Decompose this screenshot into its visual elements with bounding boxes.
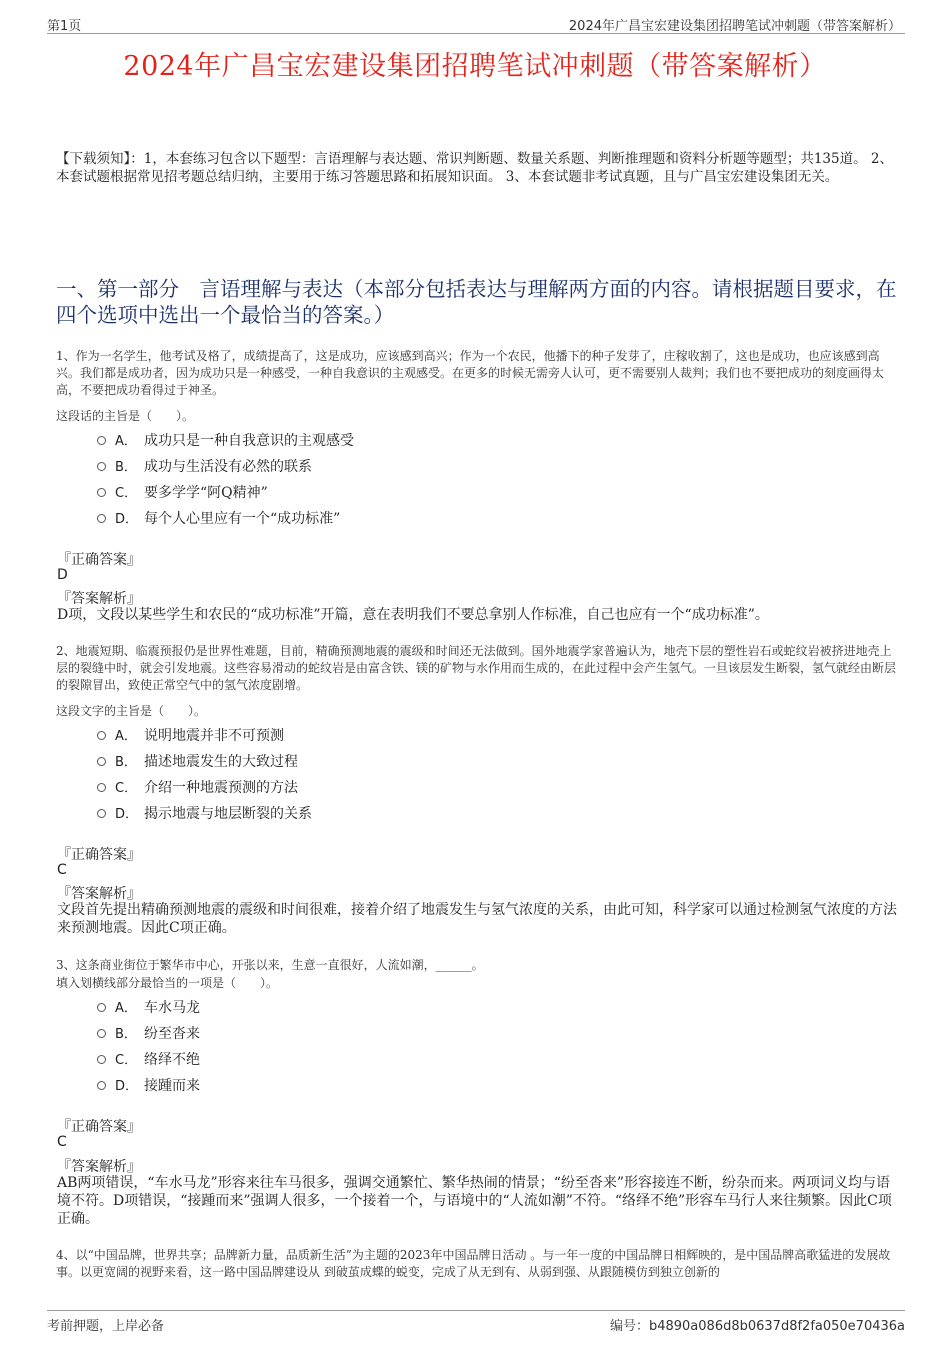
section-title: 一、第一部分 言语理解与表达（本部分包括表达与理解两方面的内容。请根据题目要求，在四个选项中选出一个最恰当的答案。） xyxy=(56,277,897,327)
radio-icon[interactable] xyxy=(97,757,106,766)
question-3-analysis-label: 『答案解析』 xyxy=(57,1159,141,1175)
radio-icon[interactable] xyxy=(97,1029,106,1038)
radio-icon[interactable] xyxy=(97,809,106,818)
header-doc-title: 2024年广昌宝宏建设集团招聘笔试冲刺题（带答案解析） xyxy=(568,19,901,34)
question-2-text: 2、地震短期、临震预报仍是世界性难题，目前，精确预测地震的震级和时间还无法做到。国外地震学家普遍认为，地壳下层的塑性岩石或蛇纹岩被挤进地壳上层的裂缝中时，就会引发地震。这些容易滑动的蛇纹岩是由富含铁、镁的矿物与水作用而生成的，在此过程中会产生氢气。一旦该层发生断裂，氢气就经由断层的裂隙冒出，致使正常空气中的氢气浓度剧增。 xyxy=(56,644,897,692)
question-2-correct-label: 『正确答案』 xyxy=(57,847,141,863)
radio-icon[interactable] xyxy=(97,462,106,471)
question-3-option-d[interactable]: D． 接踵而来 xyxy=(97,1075,200,1095)
question-1-answer: D xyxy=(57,567,68,583)
question-3-option-b[interactable]: B． 纷至沓来 xyxy=(97,1023,200,1043)
question-3-analysis: AB两项错误，“车水马龙”形容来往车马很多，强调交通繁忙、繁华热闹的情景；“纷至沓来”形容接连不断，纷杂而来。两项词义均与语境不符。D项错误，“接踵而来”强调人很多，一个接着一个，与语境中的“人流如潮”不符。“络绎不绝”形容车马行人来往频繁。因此C项正确。 xyxy=(57,1175,892,1227)
question-2-prompt: 这段文字的主旨是（ ）。 xyxy=(56,704,207,718)
question-1-text: 1、作为一名学生，他考试及格了，成绩提高了，这是成功，应该感到高兴；作为一个农民，他播下的种子发芽了，庄稼收割了，这也是成功，也应该感到高兴。我们都是成功者，因为成功只是一种感受，一种自我意识的主观感受。在更多的时候无需旁人认可，更不需要别人裁判；我们也不要把成功的刻度画得太高，不要把成功看得过于神圣。 xyxy=(56,349,885,397)
question-3-option-c[interactable]: C． 络绎不绝 xyxy=(97,1049,200,1069)
download-notice: 【下载须知】：1，本套练习包含以下题型：言语理解与表达题、常识判断题、数量关系题、判断推理题和资料分析题等题型；共135道。 2、本套试题根据常见招考题总结归纳，主要用于练习答题思路和拓展知识面。 3、本套试题非考试真题，且与广昌宝宏建设集团无关。 xyxy=(56,151,893,185)
question-2-option-c[interactable]: C． 介绍一种地震预测的方法 xyxy=(97,777,298,797)
question-1-correct-label: 『正确答案』 xyxy=(57,552,141,568)
question-1-option-d[interactable]: D． 每个人心里应有一个“成功标准” xyxy=(97,508,340,528)
radio-icon[interactable] xyxy=(97,1055,106,1064)
question-4-text: 4、以“中国品牌，世界共享；品牌新力量，品质新生活”为主题的2023年中国品牌日活动 。与一年一度的中国品牌日相辉映的，是中国品牌高歌猛进的发展故事。以更宽阔的视野来看，这一路中国品牌建设从 到破茧成蝶的蜕变，完成了从无到有、从弱到强、从跟随模仿到独立创新的 xyxy=(56,1248,891,1279)
footer-slogan: 考前押题，上岸必备 xyxy=(47,1319,165,1334)
question-1-option-c[interactable]: C． 要多学学“阿Q精神” xyxy=(97,482,268,502)
radio-icon[interactable] xyxy=(97,783,106,792)
radio-icon[interactable] xyxy=(97,1003,106,1012)
question-3-text: 3、这条商业街位于繁华市中心，开张以来，生意一直很好，人流如潮，______。 xyxy=(56,958,484,972)
question-3-correct-label: 『正确答案』 xyxy=(57,1119,141,1135)
question-1-analysis-label: 『答案解析』 xyxy=(57,591,141,607)
question-1-option-b[interactable]: B． 成功与生活没有必然的联系 xyxy=(97,456,312,476)
question-2-option-b[interactable]: B． 描述地震发生的大致过程 xyxy=(97,751,298,771)
question-2-answer: C xyxy=(57,862,67,878)
radio-icon[interactable] xyxy=(97,731,106,740)
question-2-analysis: 文段首先提出精确预测地震的震级和时间很难，接着介绍了地震发生与氢气浓度的关系，由此可知，科学家可以通过检测氢气浓度的方法来预测地震。因此C项正确。 xyxy=(57,902,897,936)
question-3-option-a[interactable]: A． 车水马龙 xyxy=(97,997,200,1017)
question-1-prompt: 这段话的主旨是（ ）。 xyxy=(56,409,195,423)
page-footer xyxy=(47,1310,905,1336)
radio-icon[interactable] xyxy=(97,514,106,523)
question-3-answer: C xyxy=(57,1134,67,1150)
page-number: 第1页 xyxy=(47,19,82,34)
question-1-analysis: D项，文段以某些学生和农民的“成功标准”开篇，意在表明我们不要总拿别人作标准，自己也应有一个“成功标准”。 xyxy=(57,607,769,623)
document-title: 2024年广昌宝宏建设集团招聘笔试冲刺题（带答案解析） xyxy=(123,51,827,82)
radio-icon[interactable] xyxy=(97,436,106,445)
radio-icon[interactable] xyxy=(97,1081,106,1090)
radio-icon[interactable] xyxy=(97,488,106,497)
question-2-option-a[interactable]: A． 说明地震并非不可预测 xyxy=(97,725,284,745)
question-1-option-a[interactable]: A． 成功只是一种自我意识的主观感受 xyxy=(97,430,354,450)
footer-code: 编号：b4890a086d8b0637d8f2fa050e70436a xyxy=(609,1319,905,1334)
question-3-prompt: 填入划横线部分最恰当的一项是（ ）。 xyxy=(56,976,279,990)
page-header xyxy=(47,12,905,34)
question-2-option-d[interactable]: D． 揭示地震与地层断裂的关系 xyxy=(97,803,312,823)
question-2-analysis-label: 『答案解析』 xyxy=(57,886,141,902)
